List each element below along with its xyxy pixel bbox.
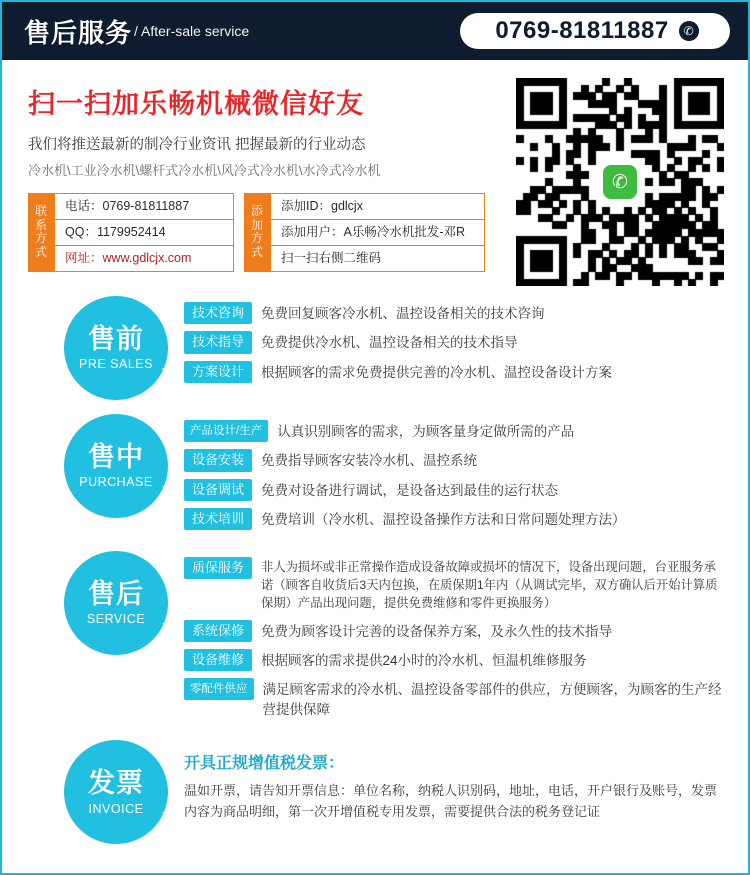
tag: 设备调试 <box>184 479 252 501</box>
tag: 方案设计 <box>184 361 252 383</box>
chevron-right-icon: ❯ <box>160 366 171 381</box>
list-item <box>184 449 728 471</box>
intro-block <box>2 60 748 290</box>
rows-service <box>184 551 728 726</box>
desc: 免费提供冷水机、温控设备相关的技术指导 <box>261 335 518 351</box>
tag: 系统保修 <box>184 620 252 642</box>
list-item <box>184 420 728 442</box>
badge-purchase <box>64 414 171 518</box>
badge-pre-sales <box>64 296 171 400</box>
chevron-right-icon: ❯ <box>160 484 171 499</box>
desc: 非人为损坏或非正常操作造成设备故障或损坏的情况下，设备出现问题，台亚服务承诺（顾客自收货后3天内包换，在质保期1年内（从调试完毕，双方确认后开始计算质保期）产品出现问题，提供免费维修和零件更换服务） <box>261 560 718 610</box>
service-sections <box>2 290 748 872</box>
rows-purchase <box>184 414 728 537</box>
tag: 技术咨询 <box>184 302 252 324</box>
intro-line-1: 我们将推送最新的制冷行业资讯 把握最新的行业动态 <box>28 137 366 153</box>
page-header <box>2 2 748 60</box>
badge-purchase-cn: 售中 <box>88 441 144 472</box>
contact-block <box>28 193 234 272</box>
badge-service <box>64 551 171 655</box>
chevron-right-icon: ❯ <box>160 810 171 826</box>
tag: 设备维修 <box>184 649 252 671</box>
desc: 免费指导顾客安装冷水机、温控系统 <box>261 453 478 469</box>
header-phone-number: 0769-81811887 <box>495 17 669 44</box>
list-item <box>184 479 728 501</box>
invoice-text: 温如开票，请告知开票信息：单位名称，纳税人识别码，地址，电话，开户银行及账号，发票内容为商品明细，第一次开增值税专用发票，需要提供合法的税务登记证 <box>184 783 718 820</box>
list-item <box>184 508 728 530</box>
contact-website[interactable]: 网址：www.gdlcjx.com <box>54 245 234 272</box>
add-scan-hint: 扫一扫右侧二维码 <box>270 245 485 272</box>
desc: 免费回复顾客冷水机、温控设备相关的技术咨询 <box>261 306 545 321</box>
tag: 技术指导 <box>184 331 252 353</box>
add-method-block <box>244 193 485 272</box>
badge-service-cn: 售后 <box>88 578 144 609</box>
badge-service-en: SERVICE <box>86 612 146 627</box>
desc: 免费对设备进行调试，是设备达到最佳的运行状态 <box>261 482 559 498</box>
tag: 技术培训 <box>184 508 252 530</box>
contact-qq: QQ：1179952414 <box>54 219 234 245</box>
wechat-glyph: ✆ <box>603 165 637 199</box>
intro-heading: 扫一扫加乐畅机械微信好友 <box>28 89 364 119</box>
section-invoice <box>22 740 728 844</box>
badge-invoice-cn: 发票 <box>88 767 144 798</box>
section-pre-sales <box>22 296 728 400</box>
contact-phone: 电话：0769-81811887 <box>54 193 234 219</box>
invoice-body <box>184 740 728 823</box>
wechat-icon <box>598 160 642 204</box>
add-method-rows <box>270 193 485 272</box>
wechat-qr-code <box>516 78 724 286</box>
rows-pre-sales <box>184 296 728 390</box>
page-title-en: / After-sale service <box>134 23 250 39</box>
intro-line-2: 冷水机\工业冷水机\螺杆式冷水机\风冷式冷水机\水冷式冷水机 <box>28 163 381 178</box>
list-item <box>184 331 728 353</box>
contact-label: 联系方式 <box>28 193 54 272</box>
badge-pre-sales-cn: 售前 <box>88 323 144 354</box>
add-wechat-id: 添加ID：gdlcjx <box>270 193 485 219</box>
desc: 认真识别顾客的需求，为顾客量身定做所需的产品 <box>277 424 575 439</box>
tag: 产品设计/生产 <box>184 420 268 442</box>
badge-invoice <box>64 740 171 844</box>
tag: 设备安装 <box>184 449 252 471</box>
telephone-icon: ✆ <box>679 21 699 41</box>
add-method-label: 添加方式 <box>244 193 270 272</box>
list-item <box>184 302 728 324</box>
add-wechat-user: 添加用户：A乐畅冷水机批发-邓R <box>270 219 485 245</box>
header-phone-badge[interactable] <box>460 13 730 49</box>
section-service <box>22 551 728 726</box>
tag: 零配件供应 <box>184 678 254 700</box>
list-item <box>184 557 728 612</box>
contact-rows <box>54 193 234 272</box>
badge-purchase-en: PURCHASE <box>79 475 153 490</box>
list-item <box>184 620 728 642</box>
tag: 质保服务 <box>184 557 252 579</box>
desc: 满足顾客需求的冷水机、温控设备零部件的供应，方便顾客，为顾客的生产经营提供保障 <box>262 682 722 717</box>
page-title: 售后服务 <box>24 17 133 48</box>
list-item <box>184 361 728 383</box>
section-purchase <box>22 414 728 537</box>
badge-invoice-en: INVOICE <box>88 801 144 816</box>
desc: 免费为顾客设计完善的设备保养方案，及永久性的技术指导 <box>261 623 613 639</box>
chevron-right-icon: ❯ <box>160 621 171 637</box>
list-item <box>184 678 728 719</box>
desc: 根据顾客的需求免费提供完善的冷水机、温控设备设计方案 <box>261 364 613 380</box>
desc: 根据顾客的需求提供24小时的冷水机、恒温机维修服务 <box>261 652 587 668</box>
invoice-title: 开具正规增值税发票： <box>184 755 345 773</box>
badge-pre-sales-en: PRE SALES <box>79 357 153 372</box>
desc: 免费培训（冷水机、温控设备操作方法和日常问题处理方法） <box>261 511 626 527</box>
list-item <box>184 649 728 671</box>
